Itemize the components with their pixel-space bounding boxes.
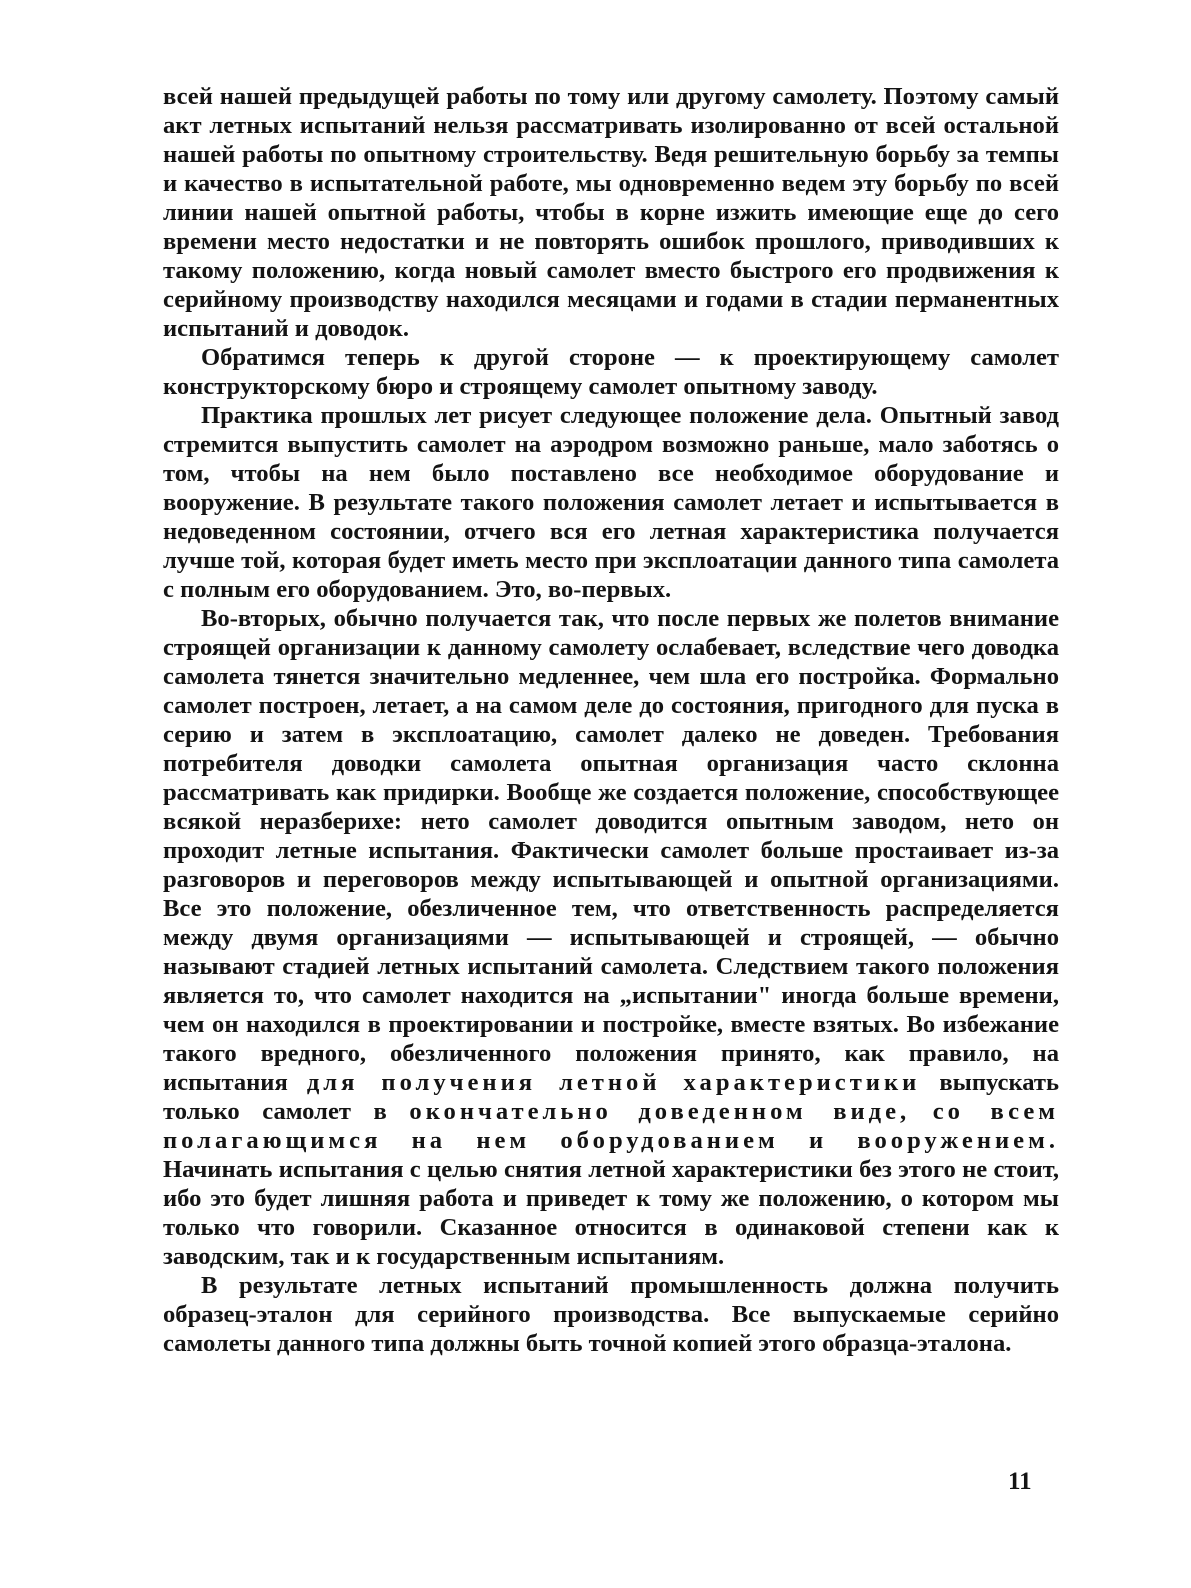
page-number: 11 [1008,1468,1032,1495]
page-body [163,82,1059,1358]
paragraph-4-spaced-2: окончательно доведенном виде, [409,1098,911,1125]
paragraph-4-text-2: выпускать только самолет в [163,1069,1059,1125]
paragraph-3: Практика прошлых лет рисует следующее положение дела. Опытный завод стремится выпустить самолет на аэродром возможно раньше, мало заботясь о том, чтобы на нем было поставлено все необходимое оборудование и вооружение. В результате такого положения самолет летает и испытывается в недоведенном состоянии, отчего вся его летная характеристика получается лучше той, которая будет иметь место при эксплоатации данного типа самолета с полным его оборудованием. Это, во-первых. [163,402,1059,603]
paragraph-4-spaced-1: для получения летной характеристики [306,1069,921,1096]
paragraph-4-text: Во-вторых, обычно получается так, что после первых же полетов внимание строящей организации к данному самолету ослабевает, вследствие чего доводка самолета тянется значительно медленнее, чем шла его постройка. Формально самолет построен, летает, а на самом деле до состояния, пригодного для пуска в серию и затем в эксплоатацию, самолет далеко не доведен. Требования потребителя доводки самолета опытная организация часто склонна рассматривать как придирки. Вообще же создается положение, способствующее всякой неразберихе: нето самолет доводится опытным заводом, нето он проходит летные испытания. Фактически самолет больше простаивает из-за разговоров и переговоров между испытывающей и опытной организациями. Все это положение, обезличенное тем, что ответственность распределяется между двумя организациями — испытывающей и строящей, — обычно называют стадией летных испытаний самолета. Следствием такого положения является то, что самолет находится на „испытании" иногда больше времени, чем он находился в проектировании и постройке, вместе взятых. Во избежание такого вредного, обезличенного положения принято, как правило, на испытания [163,605,1059,1096]
paragraph-4-spaced-3: со всем полагающимся на нем оборудованием и вооружением. [163,1098,1059,1154]
paragraph-2: Обратимся теперь к другой стороне — к проектирующему самолет конструкторскому бюро и строящему самолет опытному заводу. [163,344,1059,400]
paragraph-4-text-3: Начинать испытания с целью снятия летной характеристики без этого не стоит, ибо это будет лишняя работа и приведет к тому же положению, о котором мы только что говорили. Сказанное относится в одинаковой степени как к заводским, так и к государственным испытаниям. [163,1156,1059,1270]
paragraph-4 [163,604,1059,1271]
paragraph-1: всей нашей предыдущей работы по тому или другому самолету. Поэтому самый акт летных испытаний нельзя рассматривать изолированно от всей остальной нашей работы по опытному строительству. Ведя решительную борьбу за темпы и качество в испытательной работе, мы одновременно ведем эту борьбу по всей линии нашей опытной работы, чтобы в корне изжить имеющие еще до сего времени место недостатки и не повторять ошибок прошлого, приводивших к такому положению, когда новый самолет вместо быстрого его продвижения к серийному производству находился месяцами и годами в стадии перманентных испытаний и доводок. [163,83,1059,342]
paragraph-5: В результате летных испытаний промышленность должна получить образец-эталон для серийного производства. Все выпускаемые серийно самолеты данного типа должны быть точной копией этого образца-эталона. [163,1272,1059,1357]
